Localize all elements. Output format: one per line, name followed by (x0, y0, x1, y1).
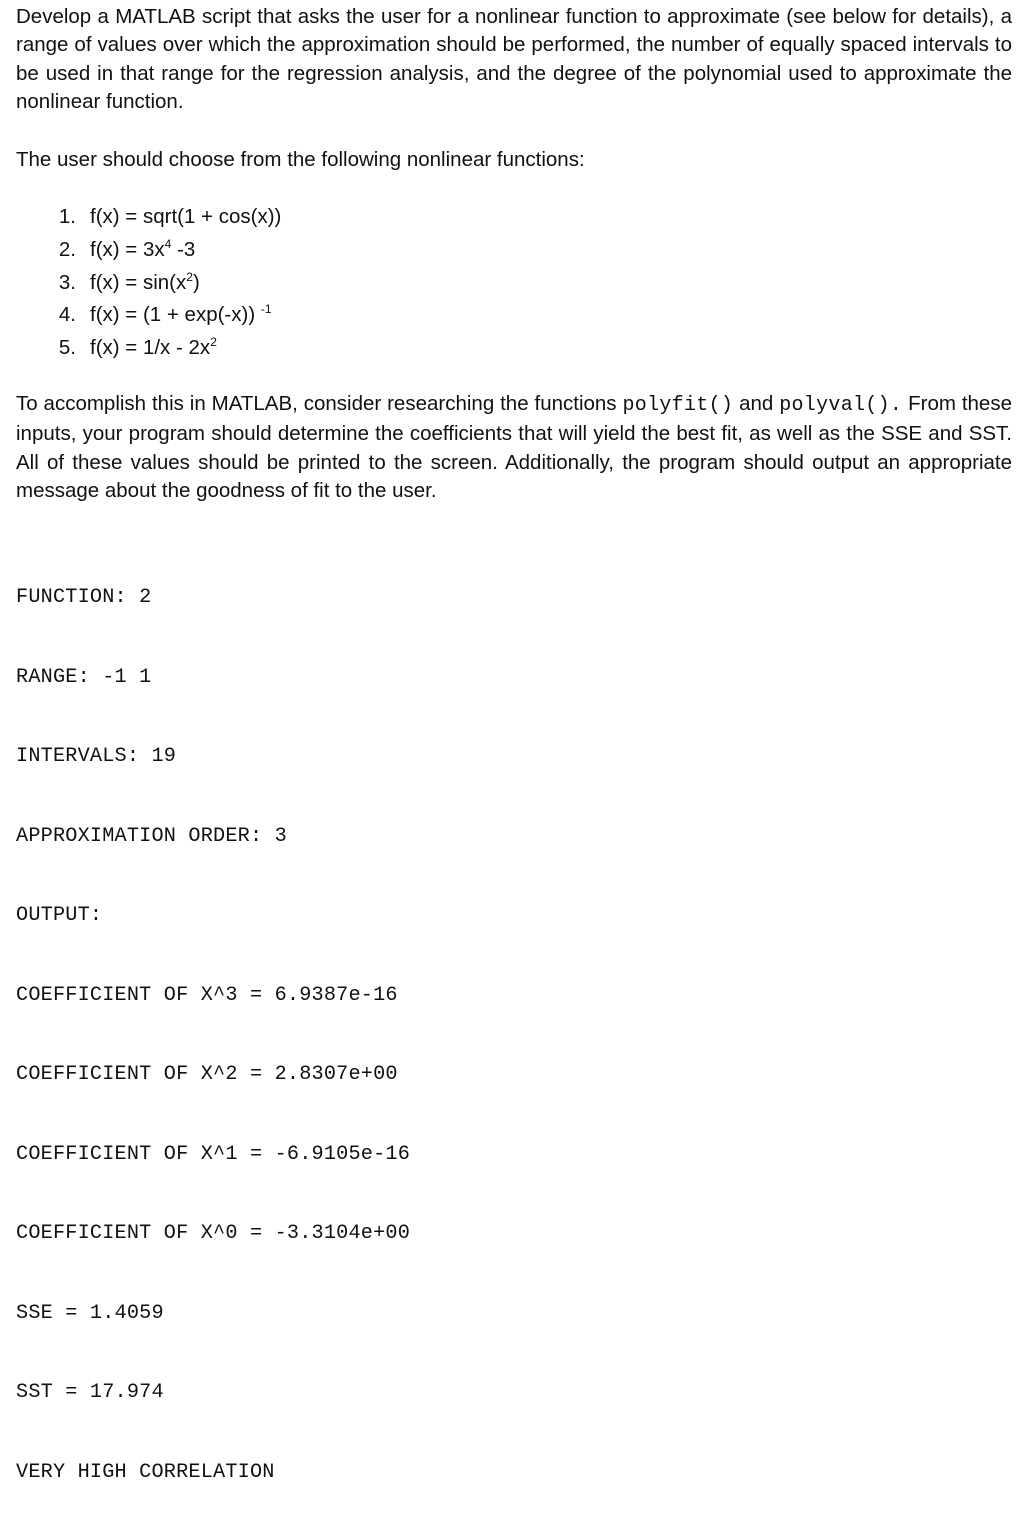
instructions-paragraph: To accomplish this in MATLAB, consider researching the functions polyfit() and polyval(). From these inputs, your program should determine the coefficients that will yield the best fit, as well as the SSE and SST. All of these values should be printed to the screen. Additionally, the program should output an appropriate message about the goodness of fit to the user. (16, 392, 1012, 503)
console-line: COEFFICIENT OF X^2 = 2.8307e+00 (16, 1063, 398, 1086)
console-line: FUNCTION: 2 (16, 586, 152, 609)
function-item (16, 332, 616, 365)
function-number: 1. (58, 205, 76, 228)
function-number: 3. (58, 270, 76, 294)
function-number: 2. (58, 237, 76, 261)
choose-prompt: The user should choose from the following nonlinear functions: (16, 148, 585, 171)
polyfit-code: polyfit() (622, 394, 734, 417)
console-line: SSE = 1.4059 (16, 1301, 164, 1325)
console-line: COEFFICIENT OF X^3 = 6.9387e-16 (16, 983, 398, 1007)
function-expression: $f(x) = 3x^4$ -3 (90, 236, 196, 261)
function-expression: $f(x) = \sin(x^2)$ (90, 269, 200, 294)
console-line: VERY HIGH CORRELATION (16, 1460, 275, 1484)
console-line: OUTPUT: (16, 904, 103, 927)
function-item (16, 299, 616, 332)
function-number: 5. (58, 336, 76, 360)
function-list (16, 201, 616, 365)
polyval-code: polyval(). (779, 394, 903, 417)
console-line: INTERVALS: 19 (16, 745, 177, 768)
intro-paragraph: Develop a MATLAB script that asks the user for a nonlinear function to approximate (see below for details), a range of values over which the approximation should be performed, the number of equally spaced intervals to be used in that range for the regression analysis, and the degree of the polynomial used to approximate the nonlinear function. (16, 5, 1012, 114)
console-line: RANGE: -1 1 (16, 665, 152, 689)
function-item (16, 267, 616, 300)
console-line: COEFFICIENT OF X^0 = -3.3104e+00 (16, 1222, 411, 1245)
console-line: COEFFICIENT OF X^1 = -6.9105e-16 (16, 1142, 411, 1166)
function-number: 4. (58, 303, 76, 327)
function-expression: $f(x) = 1/x - 2x^2$ (90, 335, 217, 360)
function-expression: f(x) = (1 + exp(-x)) $^{-1}$ (90, 302, 272, 327)
function-item (16, 234, 616, 267)
console-line: SST = 17.974 (16, 1381, 164, 1404)
function-expression: f(x) = sqrt(1 + cos(x)) (90, 205, 282, 228)
sample-output (16, 532, 716, 1539)
console-line: APPROXIMATION ORDER: 3 (16, 824, 287, 848)
function-item (16, 201, 616, 234)
